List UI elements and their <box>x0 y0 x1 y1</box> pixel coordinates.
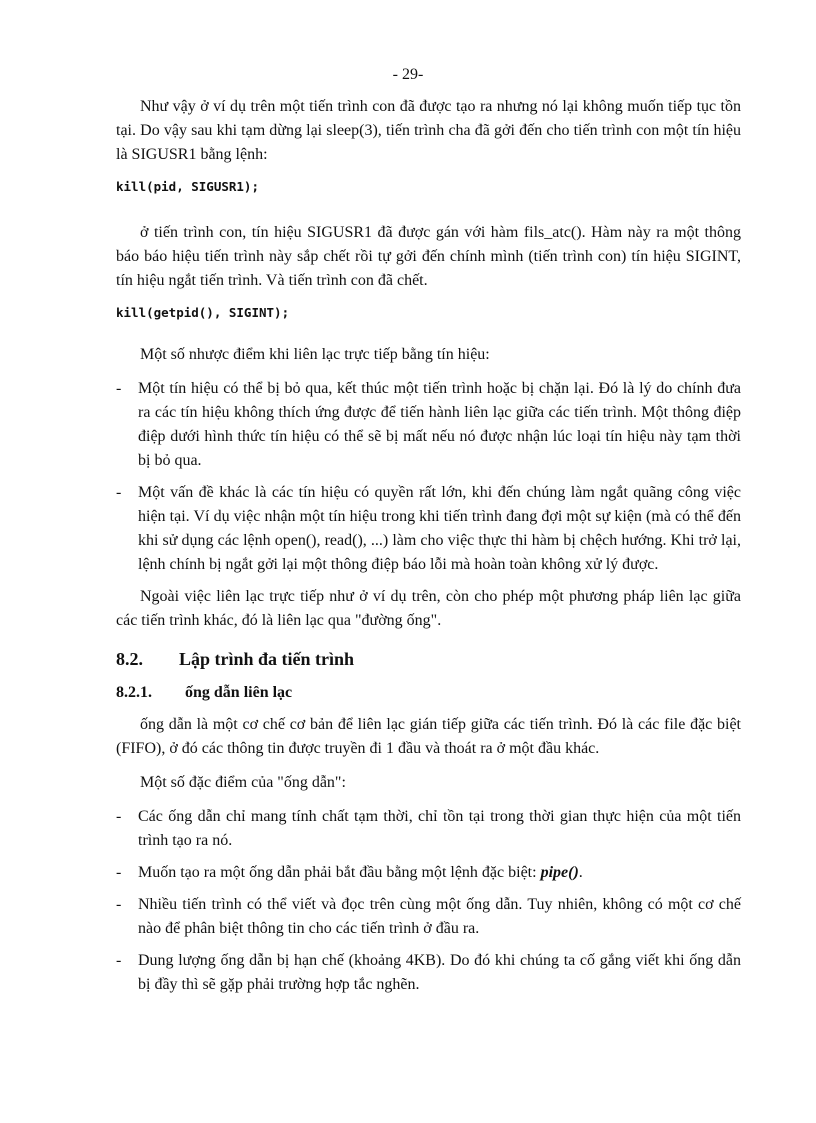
dash-bullet: - <box>116 864 122 881</box>
subsection-heading <box>116 681 741 705</box>
subsection-number: 8.2.1. <box>116 684 152 701</box>
dash-bullet: - <box>116 484 122 501</box>
list-item <box>116 949 741 997</box>
dash-bullet: - <box>116 808 122 825</box>
code-kill-sigint: kill(getpid(), SIGINT); <box>116 305 290 320</box>
list-item-text: Muốn tạo ra một ống dẫn phải bắt đầu bằng một lệnh đặc biệt: <box>138 864 541 881</box>
list-item-text: Một vấn đề khác là các tín hiệu có quyền rất lớn, khi đến chúng làm ngắt quãng công việc hiện tại. Ví dụ việc nhận một tín hiệu trong khi tiến trình đang đợi một sự kiện (mà có thể đến khi sử dụng các lệnh open(), read(), ...) làm cho việc thực thi hàm bị chệch hướng. Khi trở lại, lệnh chính bị ngắt gởi lại một thông điệp báo lỗi mà hoàn toàn không xử lý được. <box>138 484 741 573</box>
pipe-function-name: pipe() <box>540 864 579 881</box>
list-item <box>116 377 741 473</box>
paragraph-child-process: ở tiến trình con, tín hiệu SIGUSR1 đã được gán với hàm fils_atc(). Hàm này ra một thông báo báo hiệu tiến trình này sắp chết rồi tự gởi đến chính mình (tiến trình con) tín hiệu SIGINT, tín hiệu ngắt tiến trình. Và tiến trình con đã chết. <box>116 224 741 289</box>
paragraph-pipe-features: Một số đặc điểm của "ống dẫn": <box>140 774 346 791</box>
list-item-period: . <box>578 864 583 881</box>
page-content <box>116 95 741 1005</box>
section-title: Lập trình đa tiến trình <box>179 649 355 669</box>
paragraph-drawbacks: Một số nhược điểm khi liên lạc trực tiếp bằng tín hiệu: <box>140 346 490 363</box>
dash-bullet: - <box>116 896 122 913</box>
list-item-text: Một tín hiệu có thể bị bỏ qua, kết thúc một tiến trình hoặc bị chặn lại. Đó là lý do chính đưa ra các tín hiệu không thích ứng được để tiến hành liên lạc giữa các tiến trình. Một thông điệp điệp dưới hình thức tín hiệu có thể sẽ bị mất nếu nó được nhận lúc loại tín hiệu này tạm thời bị bỏ qua. <box>138 380 741 469</box>
dash-bullet: - <box>116 952 122 969</box>
section-heading <box>116 647 741 671</box>
pipe-features-list <box>116 805 741 997</box>
subsection-title: ống dẫn liên lạc <box>185 684 293 701</box>
paragraph-pipe-definition: ống dẫn là một cơ chế cơ bản để liên lạc gián tiếp giữa các tiến trình. Đó là các file đặc biệt (FIFO), ở đó các thông tin được truyền đi 1 đầu và thoát ra ở một đầu khác. <box>116 716 741 757</box>
drawbacks-list <box>116 377 741 577</box>
page-number: - 29- <box>392 66 424 83</box>
section-number: 8.2. <box>116 649 143 669</box>
list-item-text: Nhiều tiến trình có thể viết và đọc trên cùng một ống dẫn. Tuy nhiên, không có một cơ chế nào để phân biệt thông tin cho các tiến trình ở đầu ra. <box>138 896 741 937</box>
list-item <box>116 481 741 577</box>
paragraph-intro: Như vậy ở ví dụ trên một tiến trình con đã được tạo ra nhưng nó lại không muốn tiếp tục tồn tại. Do vậy sau khi tạm dừng lại sleep(3), tiến trình cha đã gởi đến cho tiến trình con một tín hiệu là SIGUSR1 bằng lệnh: <box>116 98 741 163</box>
list-item <box>116 861 741 885</box>
list-item <box>116 805 741 853</box>
list-item <box>116 893 741 941</box>
code-kill-sigusr1: kill(pid, SIGUSR1); <box>116 179 259 194</box>
list-item-text: Dung lượng ống dẫn bị hạn chế (khoảng 4KB). Do đó khi chúng ta cố gắng viết khi ống dẫn bị đầy thì sẽ gặp phải trường hợp tắc nghẽn. <box>138 952 741 993</box>
list-item-text: Các ống dẫn chỉ mang tính chất tạm thời, chỉ tồn tại trong thời gian thực hiện của một tiến trình tạo ra nó. <box>138 808 741 849</box>
paragraph-pipes-intro: Ngoài việc liên lạc trực tiếp như ở ví dụ trên, còn cho phép một phương pháp liên lạc giữa các tiến trình khác, đó là liên lạc qua "đường ống". <box>116 588 741 629</box>
dash-bullet: - <box>116 380 122 397</box>
